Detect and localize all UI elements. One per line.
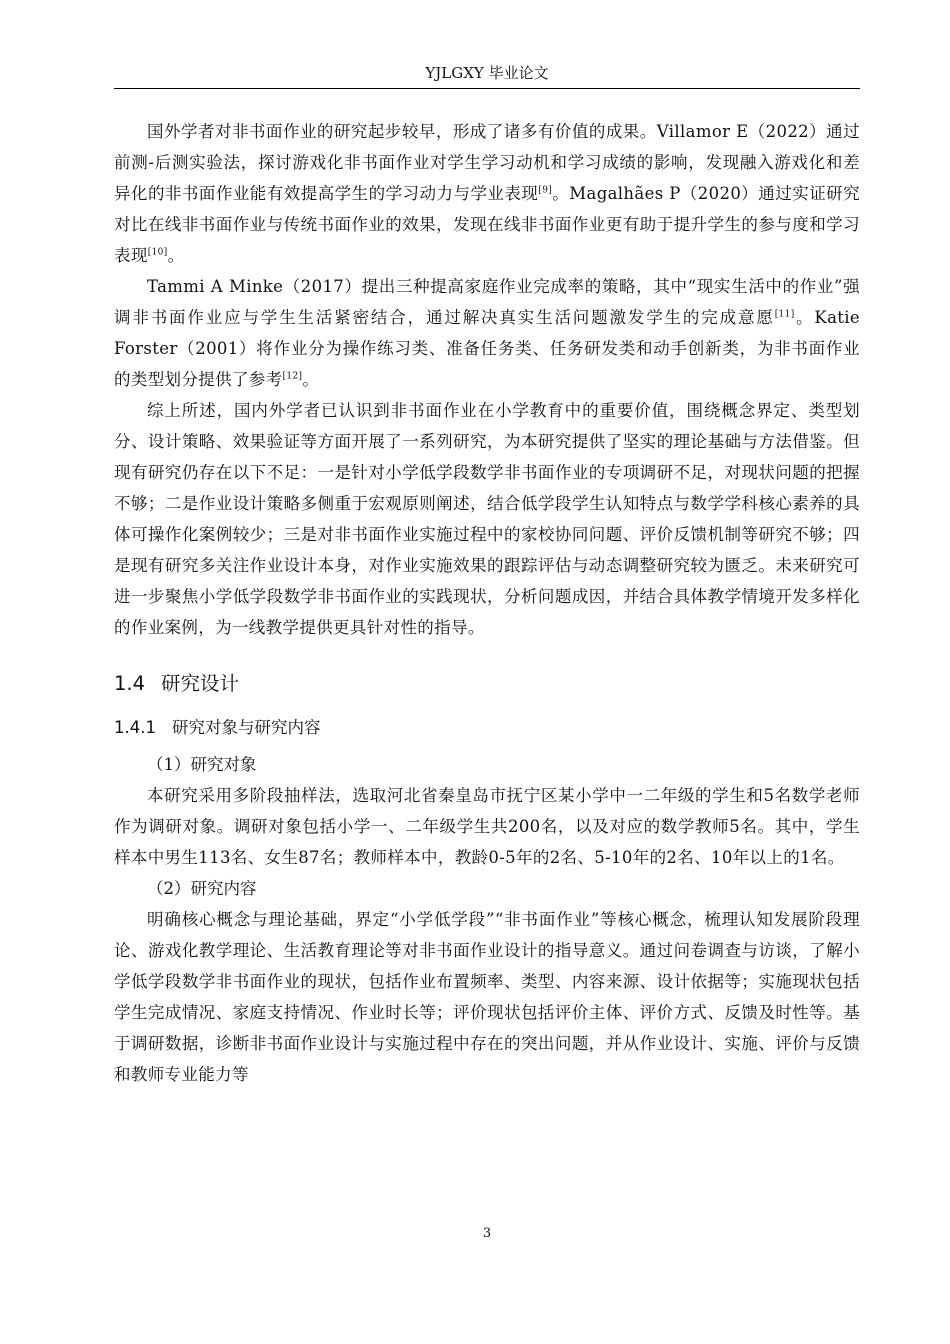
header-rule — [114, 88, 860, 89]
citation: [11] — [774, 309, 795, 320]
text-run: 。Magalhães P（2020）通过实证研究对比在线非书面作业与传统书面作业的效果，发现在线非书面作业更有助于提升学生的参与度和学习表现 — [114, 184, 861, 265]
paragraph-research-content: 明确核心概念与理论基础，界定“小学低学段”“非书面作业”等核心概念，梳理认知发展阶段理论、游戏化教学理论、生活教育理论等对非书面作业设计的指导意义。通过问卷调查与访谈，了解小学低学段数学非书面作业的现状，包括作业布置频率、类型、内容来源、设计依据等；实施现状包括学生完成情况、家庭支持情况、作业时长等；评价现状包括评价主体、评价方式、反馈及时性等。基于调研数据，诊断非书面作业设计与实施过程中存在的突出问题，并从作业设计、实施、评价与反馈和教师专业能力等 — [114, 910, 860, 1084]
citation: [12] — [282, 371, 303, 382]
item-research-object: （1）研究对象 — [147, 755, 257, 774]
subsection-heading — [114, 715, 860, 741]
paragraph-foreign-research — [114, 116, 860, 271]
paragraph-summary: 综上所述，国内外学者已认识到非书面作业在小学教育中的重要价值，围绕概念界定、类型划分、设计策略、效果验证等方面开展了一系列研究，为本研究提供了坚实的理论基础与方法借鉴。但现有研究仍存在以下不足：一是针对小学低学段数学非书面作业的专项调研不足，对现状问题的把握不够；二是作业设计策略多侧重于宏观原则阐述，结合低学段学生认知特点与数学学科核心素养的具体可操作化案例较少；三是对非书面作业实施过程中的家校协同问题、评价反馈机制等研究不够；四是现有研究多关注作业设计本身，对作业实施效果的跟踪评估与动态调整研究较为匮乏。未来研究可进一步聚焦小学低学段数学非书面作业的实践现状，分析问题成因，并结合具体教学情境开发多样化的作业案例，为一线教学提供更具针对性的指导。 — [114, 401, 860, 637]
item-research-content: （2）研究内容 — [147, 879, 257, 898]
paragraph-homework-strategies — [114, 271, 860, 395]
text-run: Tammi A Minke（2017）提出三种提高家庭作业完成率的策略，其中“现实生活中的作业”强调非书面作业应与学生生活紧密结合，通过解决真实生活问题激发学生的完成意愿 — [114, 277, 860, 327]
body-text — [114, 116, 860, 1090]
section-heading — [114, 669, 860, 699]
page-number: 3 — [482, 1226, 492, 1241]
running-header: YJLGXY 毕业论文 — [425, 64, 549, 82]
paragraph-research-object: 本研究采用多阶段抽样法，选取河北省秦皇岛市抚宁区某小学中一二年级的学生和5名数学老师作为调研对象。调研对象包括小学一、二年级学生共200名，以及对应的数学教师5名。其中，学生样本中男生113名、女生87名；教师样本中，教龄0-5年的2名、5-10年的2名、10年以上的1名。 — [114, 786, 860, 867]
text-run: 。Katie Forster（2001）将作业分为操作练习类、准备任务类、任务研发类和动手创新类，为非书面作业的类型划分提供了参考 — [114, 308, 861, 389]
subsection-title: 研究对象与研究内容 — [171, 718, 321, 737]
section-number: 1.4 — [114, 672, 146, 695]
citation: [9] — [538, 185, 553, 196]
text-run: 。 — [167, 246, 185, 265]
section-title: 研究设计 — [161, 672, 240, 695]
text-run: 国外学者对非书面作业的研究起步较早，形成了诸多有价值的成果。Villamor E（2022）通过前测-后测实验法，探讨游戏化非书面作业对学生学习动机和学习成绩的影响，发现融入游戏化和差异化的非书面作业能有效提高学生的学习动力与学业表现 — [114, 122, 860, 203]
subsection-number: 1.4.1 — [114, 718, 156, 737]
text-run: 。 — [302, 370, 320, 389]
citation: [10] — [147, 247, 168, 258]
